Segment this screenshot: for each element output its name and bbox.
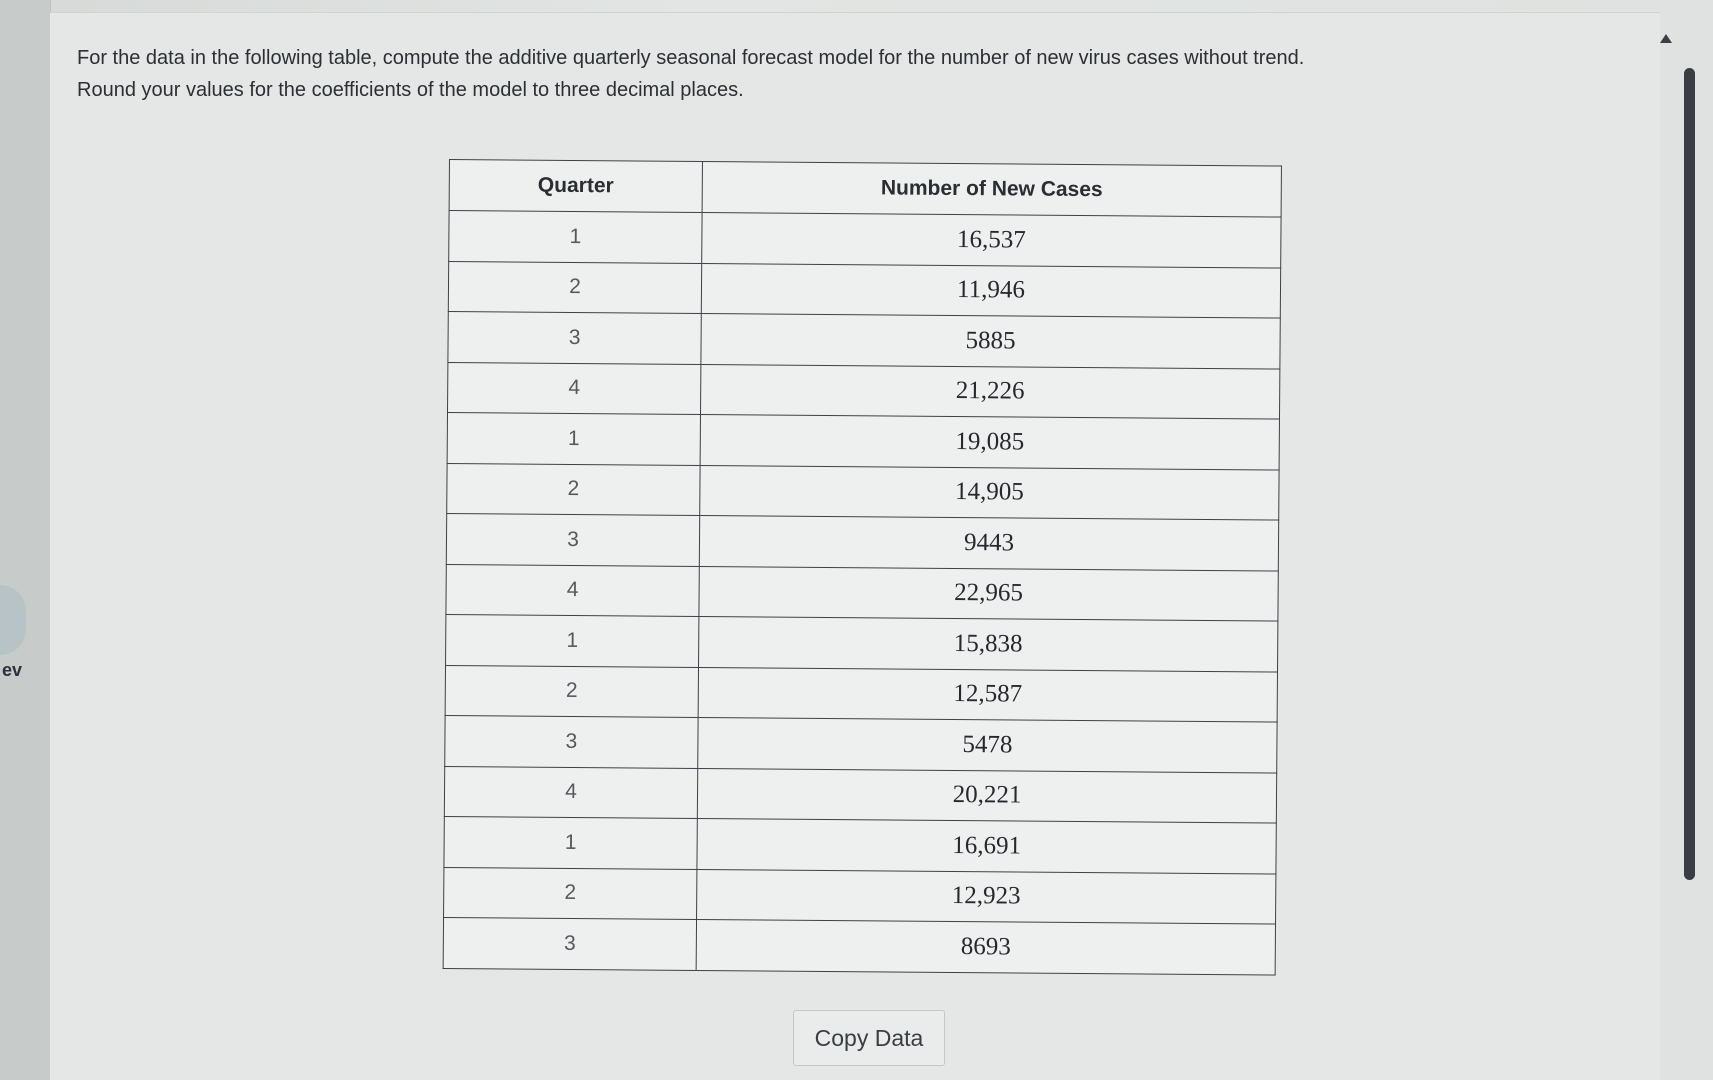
copy-data-button[interactable]: Copy Data <box>793 1010 945 1066</box>
cases-cell: 20,221 <box>697 768 1276 823</box>
table-row <box>446 513 1278 570</box>
data-table <box>443 159 1282 975</box>
cases-cell: 22,965 <box>699 566 1278 621</box>
column-header-cases: Number of New Cases <box>702 161 1281 217</box>
question-line-1: For the data in the following table, compute the additive quarterly seasonal forecast model for the number of new virus cases without trend. <box>77 47 1305 69</box>
scrollbar-thumb[interactable] <box>1684 68 1695 880</box>
table-row <box>448 261 1280 318</box>
table-header-row <box>449 160 1281 218</box>
cases-cell: 19,085 <box>700 414 1279 469</box>
cases-cell: 9443 <box>699 515 1278 570</box>
side-panel-tab[interactable] <box>0 585 26 655</box>
quarter-cell: 4 <box>446 564 699 616</box>
quarter-cell: 3 <box>443 917 696 969</box>
quarter-cell: 2 <box>445 665 698 717</box>
cases-cell: 11,946 <box>701 263 1280 318</box>
quarter-cell: 2 <box>448 261 701 313</box>
table-row <box>443 917 1275 974</box>
left-rail-label: ev <box>2 660 23 680</box>
table-row <box>446 614 1278 671</box>
quarter-cell: 1 <box>449 211 702 263</box>
cases-cell: 16,691 <box>697 818 1276 873</box>
table-row <box>448 362 1280 419</box>
cases-cell: 5885 <box>701 313 1280 368</box>
quarter-cell: 3 <box>445 715 698 767</box>
table-row <box>444 867 1276 924</box>
quarter-cell: 2 <box>444 867 697 919</box>
table-row <box>445 665 1277 722</box>
quarter-cell: 1 <box>447 412 700 464</box>
table-row <box>444 816 1276 873</box>
quarter-cell: 4 <box>448 362 701 414</box>
question-line-2: Round your values for the coefficients of the model to three decimal places. <box>77 79 744 101</box>
cases-cell: 8693 <box>696 919 1275 974</box>
cases-cell: 14,905 <box>700 465 1279 520</box>
cases-cell: 12,923 <box>697 869 1276 924</box>
cases-cell: 16,537 <box>702 212 1281 267</box>
table-row <box>445 715 1277 772</box>
table-row <box>446 564 1278 621</box>
table-row <box>444 766 1276 823</box>
cases-cell: 15,838 <box>699 616 1278 671</box>
cases-cell: 5478 <box>698 717 1277 772</box>
scroll-up-icon[interactable] <box>1660 34 1672 43</box>
question-text <box>77 42 1577 106</box>
quarter-cell: 3 <box>448 311 701 363</box>
quarter-cell: 1 <box>444 816 697 868</box>
quarter-cell: 2 <box>447 463 700 515</box>
table-row <box>447 412 1279 469</box>
left-rail <box>0 0 51 1080</box>
quarter-cell: 3 <box>446 513 699 565</box>
quarter-cell: 1 <box>446 614 699 666</box>
cases-cell: 21,226 <box>701 364 1280 419</box>
column-header-quarter: Quarter <box>449 160 702 213</box>
table-row <box>448 311 1280 368</box>
cases-cell: 12,587 <box>698 667 1277 722</box>
table-row <box>447 463 1279 520</box>
table-row <box>449 211 1281 268</box>
quarter-cell: 4 <box>444 766 697 818</box>
